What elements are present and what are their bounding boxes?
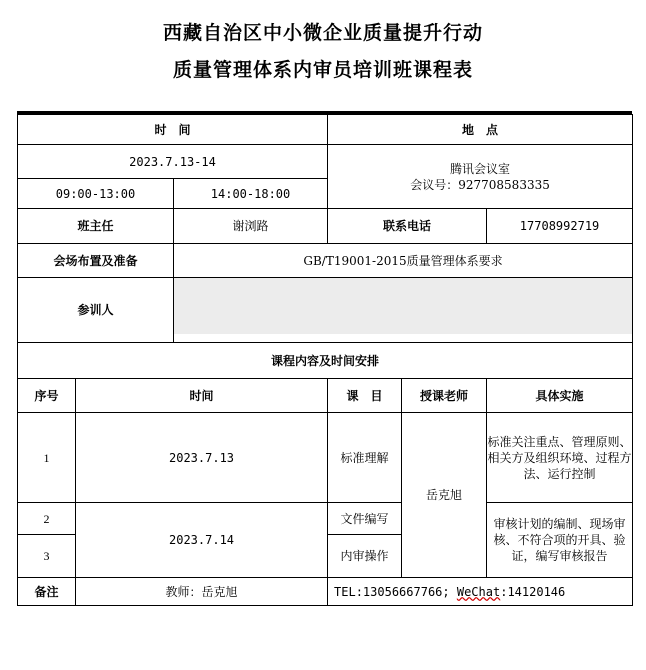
venue-name: 腾讯会议室 <box>450 161 511 176</box>
col-header-teacher: 授课老师 <box>402 379 487 413</box>
course-no: 2 <box>18 503 76 535</box>
schedule-table <box>17 114 633 606</box>
remarks-label: 备注 <box>18 578 76 606</box>
remarks-wechat-label: WeChat <box>456 584 501 599</box>
course-no: 1 <box>18 413 76 503</box>
course-section-title: 课程内容及时间安排 <box>18 343 633 379</box>
meeting-id: 会议号：927708583335 <box>410 177 550 192</box>
participants-label: 参训人 <box>18 278 174 343</box>
head-teacher-label: 班主任 <box>18 209 174 244</box>
course-teacher: 岳克旭 <box>402 413 487 578</box>
afternoon-slot: 14:00-18:00 <box>174 179 328 209</box>
col-header-no: 序号 <box>18 379 76 413</box>
remarks-wechat-value: :14120146 <box>500 584 566 599</box>
redacted-area <box>174 278 632 334</box>
course-subject: 内审操作 <box>328 535 402 578</box>
time-header: 时 间 <box>18 115 328 145</box>
phone-label: 联系电话 <box>328 209 487 244</box>
venue-prep-value: GB/T19001-2015质量管理体系要求 <box>174 244 633 278</box>
col-header-implementation: 具体实施 <box>487 379 633 413</box>
course-date: 2023.7.13 <box>76 413 328 503</box>
remarks-tel: TEL:13056667766; <box>334 584 450 599</box>
col-header-time: 时间 <box>76 379 328 413</box>
morning-slot: 09:00-13:00 <box>18 179 174 209</box>
course-subject: 文件编写 <box>328 503 402 535</box>
remarks-teacher: 教师：岳克旭 <box>76 578 328 606</box>
location-cell <box>328 145 633 209</box>
remarks-contact <box>328 578 633 606</box>
course-subject: 标准理解 <box>328 413 402 503</box>
course-no: 3 <box>18 535 76 578</box>
date-range: 2023.7.13-14 <box>18 145 328 179</box>
course-date: 2023.7.14 <box>76 503 328 578</box>
head-teacher-name: 谢浏路 <box>174 209 328 244</box>
venue-prep-label: 会场布置及准备 <box>18 244 174 278</box>
title-line-1: 西藏自治区中小微企业质量提升行动 <box>162 22 483 44</box>
phone-number: 17708992719 <box>487 209 633 244</box>
participants-redacted <box>174 278 633 343</box>
implementation-second: 审核计划的编制、现场审核、不符合项的开具、验证，编写审核报告 <box>487 503 633 578</box>
col-header-subject: 课 目 <box>328 379 402 413</box>
implementation-first: 标准关注重点、管理原则、相关方及组织环境、过程方法、运行控制 <box>487 413 633 503</box>
title-line-2: 质量管理体系内审员培训班课程表 <box>172 59 473 81</box>
location-header: 地 点 <box>328 115 633 145</box>
